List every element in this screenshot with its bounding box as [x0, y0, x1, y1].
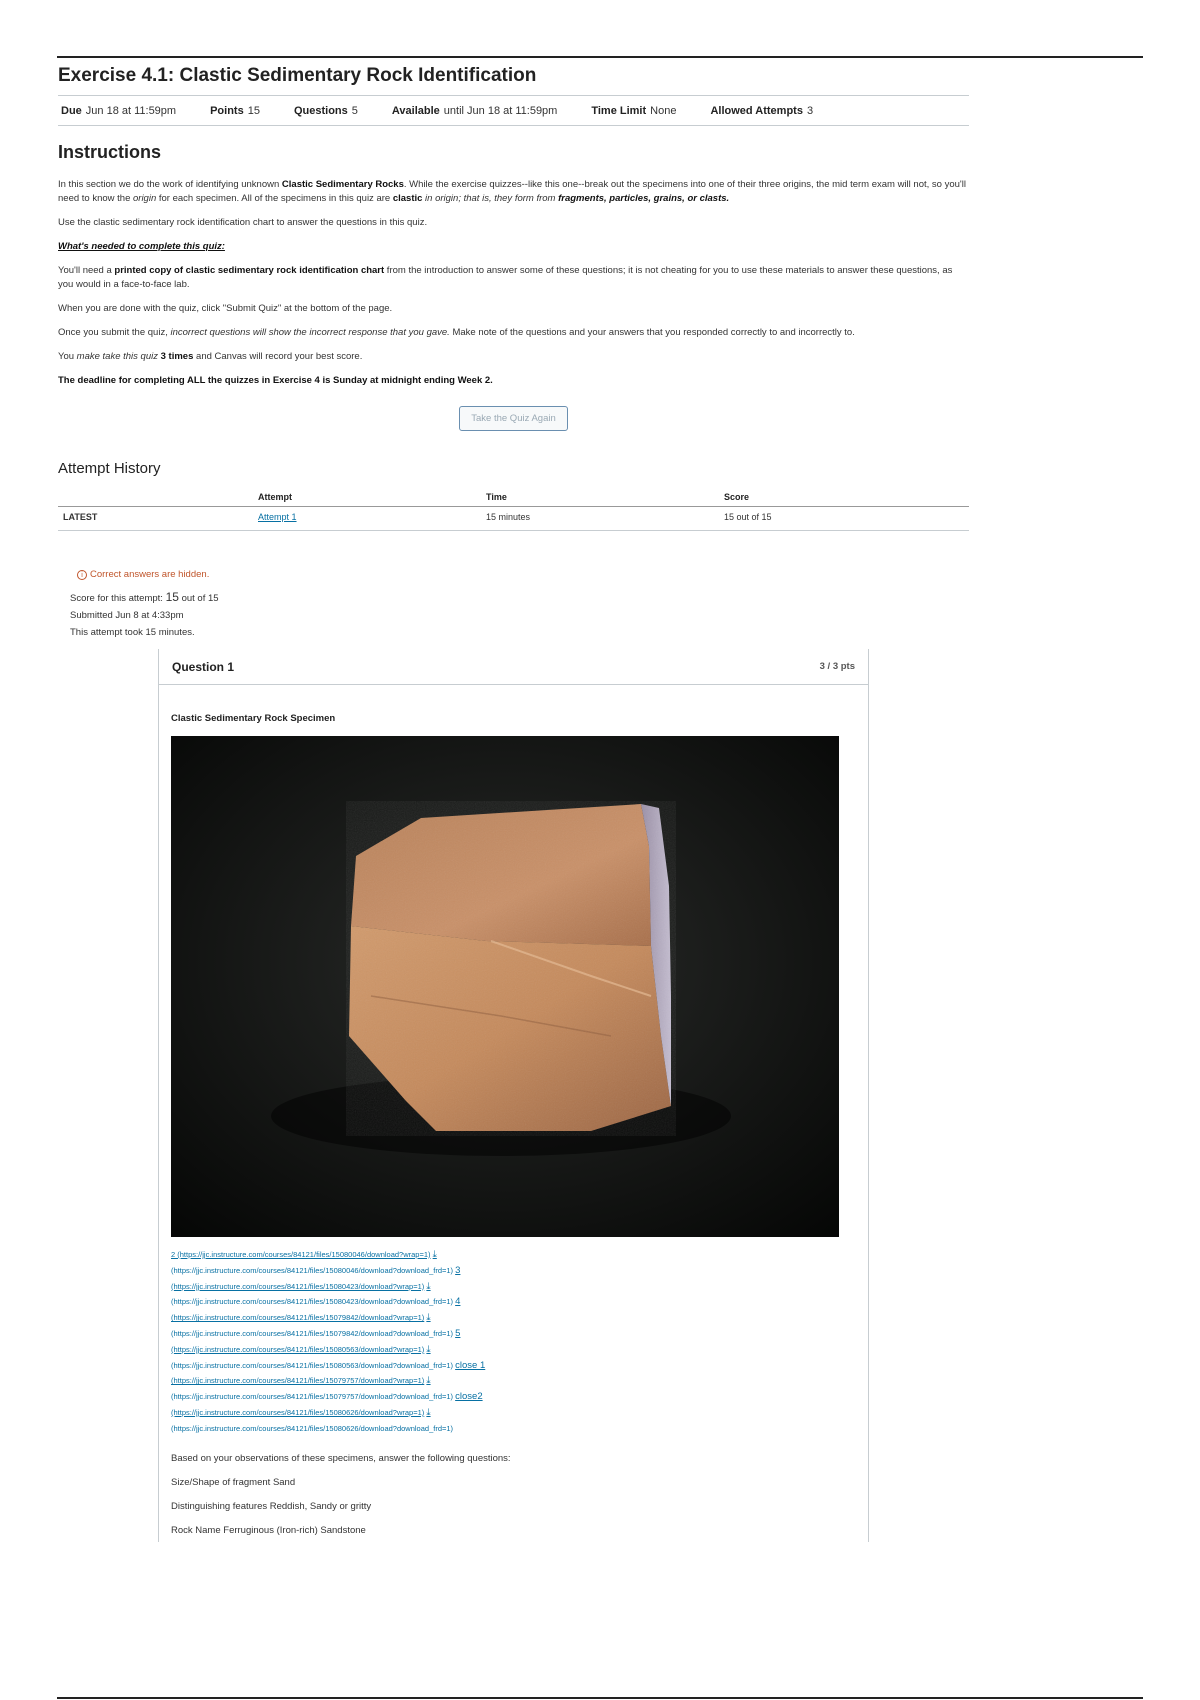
specimen-link-row: [171, 1310, 856, 1326]
latest-tag: LATEST: [58, 507, 258, 531]
download-icon[interactable]: ⤓: [426, 1375, 431, 1387]
retake-wrap: [58, 406, 969, 434]
specimen-link-row: [171, 1279, 856, 1295]
instructions-heading: Instructions: [58, 142, 162, 162]
meta-questions: Questions 5: [293, 104, 358, 117]
specimen-link[interactable]: (https://jjc.instructure.com/courses/84121/files/15080626/download?download_frd=1): [171, 1423, 454, 1433]
answer-size-shape: Size/Shape of fragment Sand: [171, 1476, 296, 1488]
rock-specimen-photo: [171, 736, 839, 1237]
meta-due: Due Jun 18 at 11:59pm: [61, 104, 177, 117]
attempt-summary: [70, 566, 219, 641]
question-answers: [171, 1447, 856, 1543]
specimen-link[interactable]: (https://jjc.instructure.com/courses/84121/files/15080423/download?wrap=1): [171, 1281, 425, 1291]
attempt-submitted: Submitted Jun 8 at 4:33pm: [70, 610, 184, 621]
instructions-paragraph-1: In this section we do the work of identifying unknown Clastic Sedimentary Rocks. While the exercise quizzes--like this one--break out the specimens into one of their three origins, the mid term exam will not, so you'll need to know the origin for each specimen. All of the specimens in this quiz are clastic in origin; that is, they form from fragments, particles, grains, or clasts.: [58, 179, 966, 204]
specimen-5-link[interactable]: 5: [455, 1327, 461, 1339]
col-score: Score: [724, 488, 969, 507]
answer-distinguishing-features: Distinguishing features Reddish, Sandy or gritty: [171, 1500, 372, 1512]
instructions-paragraph-3: You'll need a printed copy of clastic sedimentary rock identification chart from the introduction to answer some of these questions; it is not cheating for you to use these materials to answer these questions, as you would in a face-to-face lab.: [58, 265, 953, 290]
quiz-meta-bar: [58, 95, 969, 126]
specimen-links: [171, 1247, 856, 1437]
specimen-link[interactable]: (https://jjc.instructure.com/courses/84121/files/15080046/download?download_frd=1): [171, 1265, 454, 1275]
specimen-link-row: [171, 1342, 856, 1358]
specimen-link-row: [171, 1247, 856, 1263]
close-1-link[interactable]: close 1: [455, 1359, 486, 1371]
col-attempt: Attempt: [258, 488, 486, 507]
question-1: [158, 649, 869, 1542]
exercise-title: Exercise 4.1: Clastic Sedimentary Rock Identification: [58, 65, 537, 86]
specimen-link[interactable]: 2 (https://jjc.instructure.com/courses/84121/files/15080046/download?wrap=1): [171, 1250, 431, 1259]
top-rule: [57, 56, 1143, 58]
instructions-paragraph-6: You make take this quiz 3 times and Canvas will record your best score.: [58, 351, 363, 362]
specimen-link-row: [171, 1421, 856, 1437]
question-prompt: Based on your observations of these specimens, answer the following questions:: [171, 1452, 511, 1464]
specimen-link-row: [171, 1263, 856, 1279]
instructions-paragraph-2: Use the clastic sedimentary rock identification chart to answer the questions in this quiz.: [58, 217, 428, 228]
download-icon[interactable]: ⤓: [426, 1343, 431, 1355]
download-icon[interactable]: ⤓: [432, 1249, 437, 1260]
specimen-link-row: [171, 1373, 856, 1389]
download-icon[interactable]: ⤓: [426, 1280, 431, 1292]
attempt-1-link[interactable]: Attempt 1: [258, 512, 297, 522]
deadline-note: The deadline for completing ALL the quizzes in Exercise 4 is Sunday at midnight ending Week 2.: [58, 375, 493, 386]
meta-available: Available until Jun 18 at 11:59pm: [391, 104, 558, 117]
bottom-rule: [57, 1697, 1143, 1699]
attempt-score: Score for this attempt: 15 out of 15: [70, 590, 219, 604]
specimen-4-link[interactable]: 4: [455, 1296, 461, 1308]
question-body: [159, 713, 868, 1543]
attempt-history-title: Attempt History: [58, 460, 161, 477]
answer-rock-name: Rock Name Ferruginous (Iron-rich) Sandstone: [171, 1524, 366, 1536]
specimen-link-row: [171, 1405, 856, 1421]
specimen-link[interactable]: (https://jjc.instructure.com/courses/84121/files/15079757/download?wrap=1): [171, 1376, 425, 1386]
specimen-3-link[interactable]: 3: [455, 1264, 461, 1276]
take-quiz-again-button[interactable]: Take the Quiz Again: [459, 406, 568, 431]
specimen-link-row: [171, 1294, 856, 1310]
question-title: Question 1: [172, 659, 235, 674]
instructions-paragraph-5: Once you submit the quiz, incorrect questions will show the incorrect response that you gave. Make note of the questions and your answers that you responded correctly to and incorrectly to.: [58, 327, 855, 338]
specimen-link-row: [171, 1358, 856, 1374]
time-cell: 15 minutes: [486, 507, 724, 531]
attempt-cell: [258, 507, 486, 531]
meta-time-limit: Time Limit None: [591, 104, 677, 117]
question-header: [159, 649, 868, 685]
specimen-link[interactable]: (https://jjc.instructure.com/courses/84121/files/15080563/download?wrap=1): [171, 1344, 425, 1354]
quiz-content: [58, 60, 969, 531]
specimen-link[interactable]: (https://jjc.instructure.com/courses/84121/files/15079842/download?download_frd=1): [171, 1328, 454, 1338]
specimen-label: Clastic Sedimentary Rock Specimen: [171, 713, 336, 724]
meta-allowed-attempts: Allowed Attempts 3: [710, 104, 814, 117]
specimen-link[interactable]: (https://jjc.instructure.com/courses/84121/files/15080423/download?download_frd=1): [171, 1297, 454, 1307]
col-tag: [58, 488, 258, 507]
table-row: [58, 507, 969, 531]
meta-points: Points 15: [210, 104, 260, 117]
correct-answers-hidden-note: i Correct answers are hidden.: [70, 566, 219, 583]
instructions-paragraph-4: When you are done with the quiz, click "Submit Quiz" at the bottom of the page.: [58, 303, 393, 314]
col-time: Time: [486, 488, 724, 507]
attempt-history-header: [58, 488, 969, 507]
needed-heading: What's needed to complete this quiz:: [58, 241, 225, 252]
specimen-link-row: [171, 1326, 856, 1342]
download-icon[interactable]: ⤓: [426, 1406, 431, 1418]
specimen-link[interactable]: (https://jjc.instructure.com/courses/84121/files/15080626/download?wrap=1): [171, 1407, 425, 1417]
score-cell: 15 out of 15: [724, 507, 969, 531]
close-2-link[interactable]: close2: [455, 1391, 483, 1403]
info-icon: i: [77, 570, 87, 580]
attempt-history-table: [58, 488, 969, 531]
specimen-link[interactable]: (https://jjc.instructure.com/courses/84121/files/15080563/download?download_frd=1): [171, 1360, 454, 1370]
download-icon[interactable]: ⤓: [426, 1312, 431, 1324]
specimen-link[interactable]: (https://jjc.instructure.com/courses/84121/files/15079757/download?download_frd=1): [171, 1392, 454, 1402]
specimen-link[interactable]: (https://jjc.instructure.com/courses/84121/files/15079842/download?wrap=1): [171, 1313, 425, 1323]
question-points: 3 / 3 pts: [819, 661, 855, 672]
instructions-body: [58, 178, 969, 388]
attempt-duration: This attempt took 15 minutes.: [70, 627, 195, 638]
specimen-link-row: [171, 1389, 856, 1405]
